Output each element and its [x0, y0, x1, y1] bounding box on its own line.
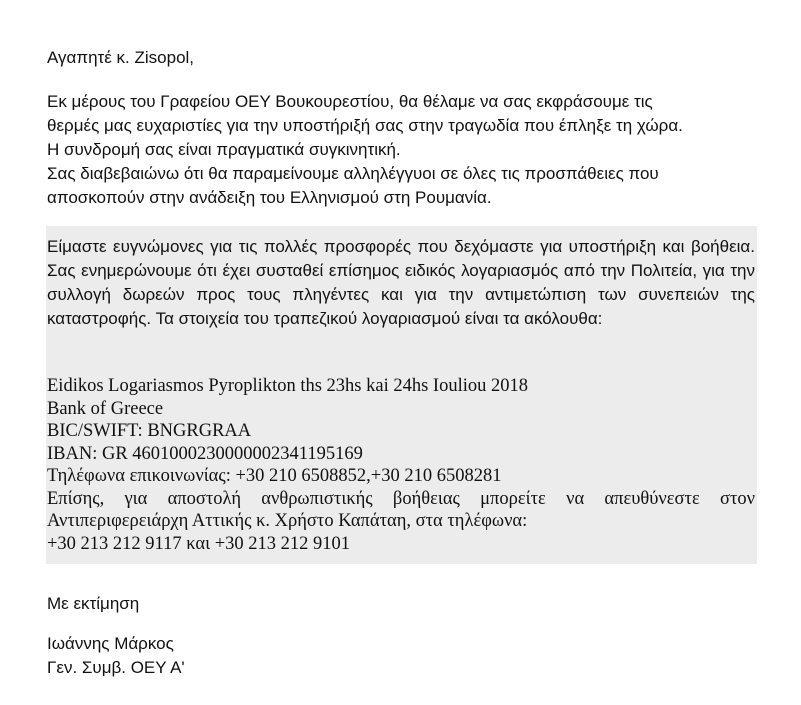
intro-line: θερμές μας ευχαριστίες για την υποστήριξή σας στην τραγωδία που έπληξε τη χώρα. — [47, 116, 683, 135]
account-name: Eidikos Logariasmos Pyroplikton ths 23hs kai 24hs Iouliou 2018 — [47, 376, 528, 396]
intro-line: Εκ μέρους του Γραφείου ΟΕΥ Βουκουρεστίου, θα θέλαμε να σας εκφράσουμε τις — [47, 92, 653, 111]
signature-name: Ιωάννης Μάρκος — [47, 634, 174, 653]
bank-details — [47, 375, 755, 555]
intro-paragraph — [47, 90, 767, 210]
closing: Με εκτίμηση — [47, 594, 140, 613]
bic-code: BIC/SWIFT: BNGRGRAA — [47, 421, 252, 441]
intro-line: Η συνδρομή σας είναι πραγματικά συγκινητική. — [47, 140, 401, 159]
bank-name: Bank of Greece — [47, 398, 164, 419]
aid-contact-text: Επίσης, για αποστολή ανθρωπιστικής βοήθειας μπορείτε να απευθύνεστε στον Αντιπεριφερειάρχη Αττικής κ. Χρήστο Καπάταη, στα τηλέφωνα: — [47, 488, 755, 531]
intro-line: αποσκοπούν στην ανάδειξη του Ελληνισμού στη Ρουμανία. — [47, 188, 492, 207]
aid-phones: +30 213 212 9117 και +30 213 212 9101 — [47, 533, 351, 554]
donation-paragraph: Είμαστε ευγνώμονες για τις πολλές προσφορές που δεχόμαστε για υποστήριξη και βοήθεια. Σας ενημερώνουμε ότι έχει συσταθεί επίσημος ειδικός λογαριασμός από την Πολιτεία, για την συλλογή δωρεών προς τους πληγέντες και για την αντιμετώπιση των συνεπειών της καταστροφής. Τα στοιχεία του τραπεζικού λογαριασμού είναι τα ακόλουθα: — [47, 237, 755, 328]
greeting: Αγαπητέ κ. Zisopol, — [47, 48, 195, 67]
signature-block — [47, 632, 185, 680]
contact-phones: Τηλέφωνα επικοινωνίας: +30 210 6508852,+30 210 6508281 — [47, 466, 502, 486]
iban-number: IBAN: GR 4601000230000002341195169 — [47, 443, 363, 464]
signature-title: Γεν. Συμβ. ΟΕΥ Α' — [47, 658, 185, 677]
intro-line: Σας διαβεβαιώνω ότι θα παραμείνουμε αλληλέγγυοι σε όλες τις προσπάθειες που — [47, 164, 659, 183]
